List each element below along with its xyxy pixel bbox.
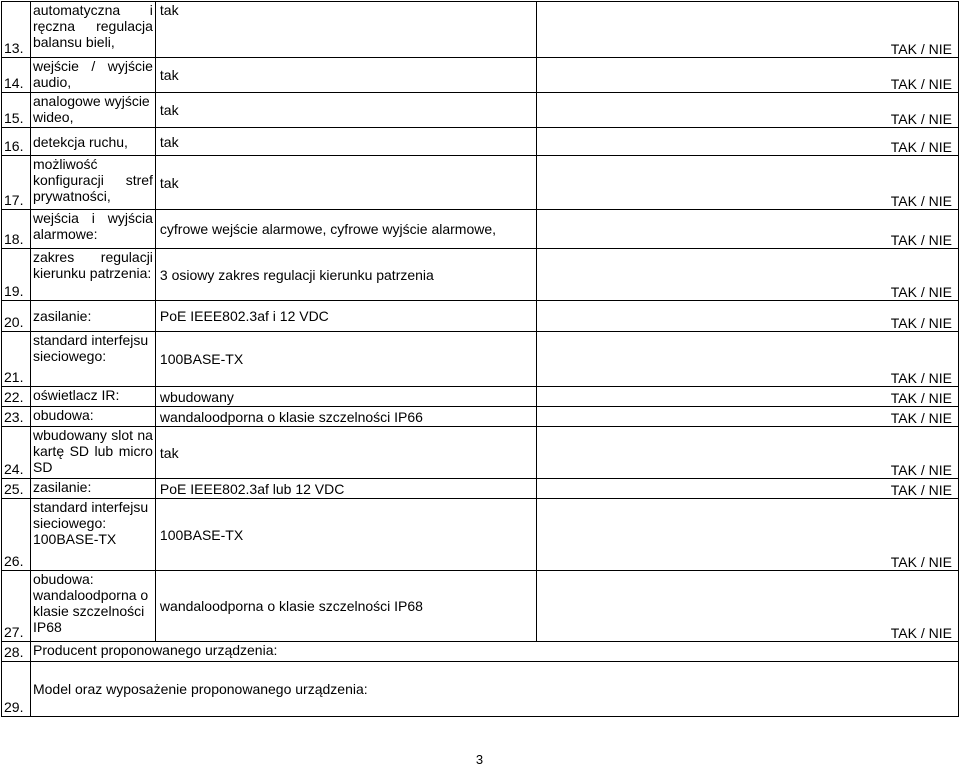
specification-table bbox=[1, 1, 959, 717]
row-number: 27. bbox=[2, 571, 31, 642]
table-row bbox=[2, 642, 959, 662]
row-number: 28. bbox=[2, 642, 31, 662]
table-row bbox=[2, 387, 959, 407]
table-row bbox=[2, 662, 959, 717]
table-row bbox=[2, 571, 959, 642]
parameter-name: wejścia i wyjścia alarmowe: bbox=[30, 210, 155, 249]
table-row bbox=[2, 427, 959, 479]
compliance-answer: TAK / NIE bbox=[537, 479, 959, 499]
compliance-answer: TAK / NIE bbox=[537, 332, 959, 387]
row-number: 25. bbox=[2, 479, 31, 499]
page-number: 3 bbox=[475, 752, 484, 767]
compliance-answer: TAK / NIE bbox=[537, 58, 959, 93]
row-number: 14. bbox=[2, 58, 31, 93]
table-row bbox=[2, 332, 959, 387]
compliance-answer: TAK / NIE bbox=[537, 571, 959, 642]
compliance-answer: TAK / NIE bbox=[537, 128, 959, 156]
table-row bbox=[2, 93, 959, 128]
table-row bbox=[2, 479, 959, 499]
table-row bbox=[2, 2, 959, 58]
parameter-name: obudowa: bbox=[30, 407, 155, 427]
compliance-answer: TAK / NIE bbox=[537, 499, 959, 571]
table-row bbox=[2, 407, 959, 427]
compliance-answer: TAK / NIE bbox=[537, 249, 959, 301]
compliance-answer: TAK / NIE bbox=[537, 2, 959, 58]
parameter-name: standard interfejsu sieciowego: bbox=[30, 332, 155, 387]
parameter-value: cyfrowe wejście alarmowe, cyfrowe wyjście alarmowe, bbox=[155, 210, 536, 249]
parameter-value: tak bbox=[155, 93, 536, 128]
parameter-name: automatyczna i ręczna regulacja balansu bieli, bbox=[30, 2, 155, 58]
parameter-name: zasilanie: bbox=[30, 479, 155, 499]
parameter-value: tak bbox=[155, 156, 536, 210]
model-label: Model oraz wyposażenie proponowanego urządzenia: bbox=[30, 662, 958, 717]
parameter-value: wandaloodporna o klasie szczelności IP66 bbox=[155, 407, 536, 427]
parameter-value: tak bbox=[155, 427, 536, 479]
parameter-value: wbudowany bbox=[155, 387, 536, 407]
row-number: 24. bbox=[2, 427, 31, 479]
compliance-answer: TAK / NIE bbox=[537, 387, 959, 407]
table-row bbox=[2, 249, 959, 301]
parameter-value: 3 osiowy zakres regulacji kierunku patrzenia bbox=[155, 249, 536, 301]
parameter-name: detekcja ruchu, bbox=[30, 128, 155, 156]
parameter-name: oświetlacz IR: bbox=[30, 387, 155, 407]
parameter-value: PoE IEEE802.3af lub 12 VDC bbox=[155, 479, 536, 499]
table-row bbox=[2, 58, 959, 93]
parameter-name: wejście / wyjście audio, bbox=[30, 58, 155, 93]
row-number: 16. bbox=[2, 128, 31, 156]
row-number: 17. bbox=[2, 156, 31, 210]
compliance-answer: TAK / NIE bbox=[537, 210, 959, 249]
table-row bbox=[2, 499, 959, 571]
row-number: 22. bbox=[2, 387, 31, 407]
parameter-value: tak bbox=[155, 2, 536, 58]
parameter-name: możliwość konfiguracji stref prywatności, bbox=[30, 156, 155, 210]
compliance-answer: TAK / NIE bbox=[537, 93, 959, 128]
row-number: 13. bbox=[2, 2, 31, 58]
parameter-value: 100BASE-TX bbox=[155, 332, 536, 387]
row-number: 20. bbox=[2, 301, 31, 332]
parameter-name: zasilanie: bbox=[30, 301, 155, 332]
row-number: 19. bbox=[2, 249, 31, 301]
parameter-value: 100BASE-TX bbox=[155, 499, 536, 571]
parameter-name: standard interfejsu sieciowego: 100BASE-TX bbox=[30, 499, 155, 571]
table-row bbox=[2, 128, 959, 156]
compliance-answer: TAK / NIE bbox=[537, 407, 959, 427]
parameter-name: obudowa: wandaloodporna o klasie szczelności IP68 bbox=[30, 571, 155, 642]
parameter-name: wbudowany slot na kartę SD lub micro SD bbox=[30, 427, 155, 479]
manufacturer-label: Producent proponowanego urządzenia: bbox=[30, 642, 958, 662]
parameter-value: PoE IEEE802.3af i 12 VDC bbox=[155, 301, 536, 332]
row-number: 15. bbox=[2, 93, 31, 128]
parameter-name: analogowe wyjście wideo, bbox=[30, 93, 155, 128]
parameter-value: tak bbox=[155, 128, 536, 156]
table-row bbox=[2, 210, 959, 249]
table-row bbox=[2, 301, 959, 332]
row-number: 23. bbox=[2, 407, 31, 427]
parameter-name: zakres regulacji kierunku patrzenia: bbox=[30, 249, 155, 301]
row-number: 21. bbox=[2, 332, 31, 387]
compliance-answer: TAK / NIE bbox=[537, 301, 959, 332]
parameter-value: tak bbox=[155, 58, 536, 93]
parameter-value: wandaloodporna o klasie szczelności IP68 bbox=[155, 571, 536, 642]
row-number: 18. bbox=[2, 210, 31, 249]
compliance-answer: TAK / NIE bbox=[537, 427, 959, 479]
compliance-answer: TAK / NIE bbox=[537, 156, 959, 210]
row-number: 26. bbox=[2, 499, 31, 571]
table-row bbox=[2, 156, 959, 210]
row-number: 29. bbox=[2, 662, 31, 717]
